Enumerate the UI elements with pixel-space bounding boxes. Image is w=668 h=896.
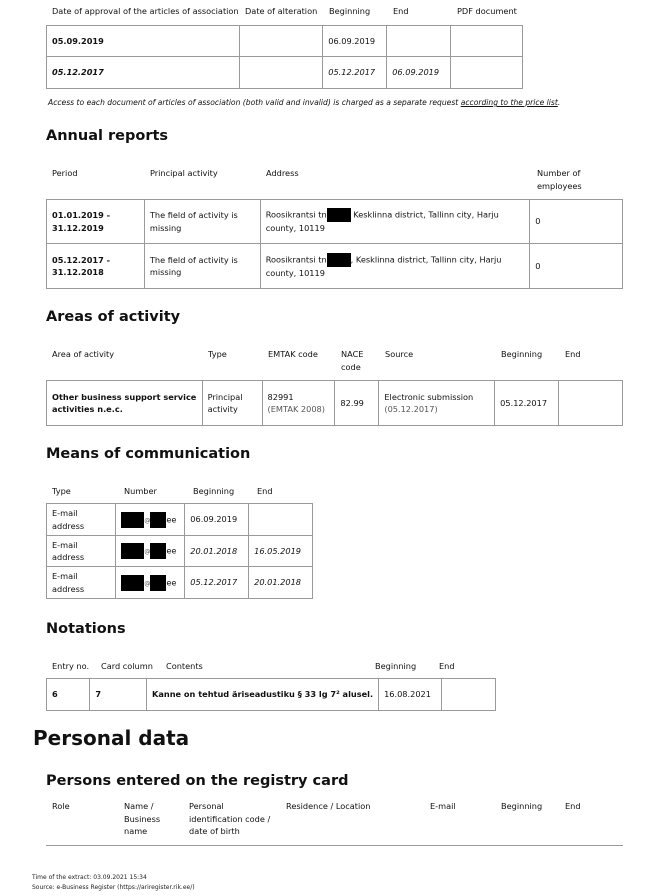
col-end: End [565,801,581,811]
redaction [327,208,351,222]
source [379,391,494,416]
col-beginning: Beginning [329,6,371,16]
divider [46,845,623,846]
redaction [150,575,166,591]
email-suffix: ee [166,577,177,587]
emtak-code-value: 82991 [267,391,294,402]
beginning-date: 16.08.2021 [384,689,431,700]
table-row [47,504,313,536]
redaction [150,512,166,528]
table-row [47,381,623,426]
personal-data-title: Personal data [33,726,190,750]
at-sign: @ [144,517,151,524]
col-number: Number [124,486,157,496]
contact-type: E-mail address [52,508,85,531]
col-card-column: Card column [101,661,153,671]
articles-table [46,25,523,89]
principal-activity: The field of activity is missing [149,210,238,233]
areas-title: Areas of activity [46,309,181,325]
contact-type: E-mail address [52,571,85,594]
source-value: Electronic submission [384,391,474,402]
col-emtak: EMTAK code [268,349,318,359]
col-end: End [393,6,409,16]
table-row [47,200,623,244]
col-address: Address [266,168,299,178]
beginning-date: 05.12.2017 [328,67,376,78]
email-number [116,512,184,528]
persons-title: Persons entered on the registry card [46,773,349,789]
at-sign: @ [144,548,151,556]
activity-type: Principal activity [207,391,243,414]
notation-contents: Kanne on tehtud äriseadustiku § 33 lg 7² alusel. [152,689,374,700]
col-beginning: Beginning [501,349,543,359]
redaction [121,512,144,528]
col-alteration-date: Date of alteration [245,6,318,16]
notations-title: Notations [46,621,126,637]
col-period: Period [52,168,78,178]
areas-table [46,380,623,426]
annual-reports-table [46,199,623,289]
emtak-version: (EMTAK 2008) [267,404,325,414]
employees: 0 [535,216,541,227]
redaction [121,543,144,559]
address-district: Kesklinna district, Tallinn city, Harju [353,209,499,220]
redaction [121,575,144,591]
col-beginning: Beginning [501,801,543,811]
area-of-activity: Other business support service activities n.e.c. [52,391,197,414]
beginning-date: 05.12.2017 [500,397,548,408]
table-row [47,57,523,89]
at-sign: @ [144,580,151,587]
annual-reports-title: Annual reports [46,128,169,144]
period: 05.12.2017 - 31.12.2018 [52,254,111,277]
articles-note-end: . [557,98,561,107]
col-area: Area of activity [52,349,115,359]
articles-note-text: Access to each document of articles of association (both valid and invalid) is charged as a separate request [48,98,459,107]
approval-date: 05.12.2017 [52,67,104,78]
redaction [150,543,166,559]
beginning-date: 06.09.2019 [190,514,238,525]
col-type: Type [52,486,71,496]
employees: 0 [535,260,541,271]
col-personal-code: Personal identification code / date of birth [189,801,271,836]
table-row [47,536,313,567]
beginning-date: 05.12.2017 [190,577,238,588]
footer [32,873,195,893]
nace-code: 82.99 [340,397,364,408]
col-email: E-mail [430,801,456,811]
col-approval-date: Date of approval of the articles of association [52,6,239,16]
col-end: End [257,486,273,496]
source-date: (05.12.2017) [384,404,438,414]
extract-time: Time of the extract: 03.09.2021 15:34 [32,874,147,881]
address [261,208,529,235]
col-beginning: Beginning [375,661,417,671]
address-district: , Kesklinna district, Tallinn city, Harju [350,254,502,265]
articles-note [48,97,560,110]
col-role: Role [52,801,70,811]
address [261,253,529,280]
col-beginning: Beginning [193,486,235,496]
col-pdf-document: PDF document [457,6,517,16]
col-entry-no: Entry no. [52,661,90,671]
period: 01.01.2019 - 31.12.2019 [52,210,111,233]
price-list-link[interactable]: according to the price list [460,98,558,107]
col-end: End [565,349,581,359]
contact-type: E-mail address [52,539,85,562]
communication-table [46,503,313,599]
end-date: 20.01.2018 [254,577,302,588]
col-name: Name / Business name [124,801,161,836]
address-street: Roosikrantsi tn [265,254,327,265]
end-date: 16.05.2019 [254,545,302,556]
principal-activity: The field of activity is missing [149,254,238,277]
email-number [116,575,184,591]
table-row [47,244,623,289]
email-number [116,543,184,559]
email-suffix: ee [166,545,177,556]
col-residence: Residence / Location [286,801,371,811]
card-column: 7 [95,689,102,700]
beginning-date: 20.01.2018 [190,545,238,556]
address-county: county, 10119 [265,267,325,278]
entry-number: 6 [52,689,58,700]
notations-table [46,678,496,711]
table-row [47,679,496,711]
beginning-date: 06.09.2019 [328,35,376,46]
email-suffix: ee [166,514,177,524]
emtak-code [263,391,335,416]
col-number-of-employees: Number of employees [537,168,582,191]
table-row [47,26,523,57]
col-type: Type [208,349,227,359]
col-nace: NACE code [341,349,364,372]
communication-title: Means of communication [46,446,251,462]
table-row [47,567,313,599]
extract-source: Source: e-Business Register (https://ariregister.rik.ee/) [32,884,195,891]
address-street: Roosikrantsi tn [265,209,327,220]
col-end: End [439,661,455,671]
col-contents: Contents [166,661,203,671]
address-county: county, 10119 [265,223,325,234]
redaction [327,253,351,267]
col-source: Source [385,349,414,359]
col-principal-activity: Principal activity [150,168,218,178]
approval-date: 05.09.2019 [52,35,104,46]
end-date: 06.09.2019 [392,67,440,78]
